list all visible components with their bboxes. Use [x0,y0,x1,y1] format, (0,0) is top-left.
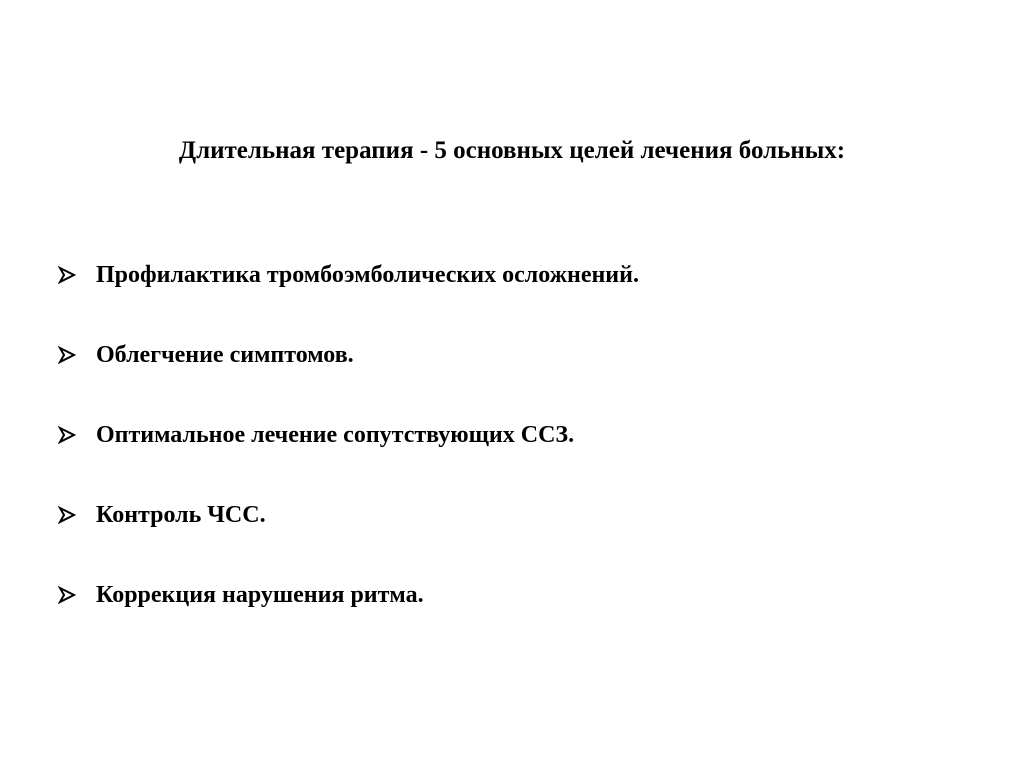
list-item [58,576,639,614]
goal-text: Коррекция нарушения ритма. [96,582,424,608]
goal-text: Облегчение симптомов. [96,342,354,368]
goal-text: Контроль ЧСС. [96,502,266,528]
list-item [58,336,639,374]
goal-text: Профилактика тромбоэмболических осложнений. [96,262,639,288]
goal-list [58,256,639,614]
arrowhead-bullet-icon [58,266,96,284]
arrowhead-bullet-icon [58,346,96,364]
goal-text: Оптимальное лечение сопутствующих ССЗ. [96,422,575,448]
list-item [58,256,639,294]
slide-title: Длительная терапия - 5 основных целей лечения больных: [178,137,846,164]
arrowhead-bullet-icon [58,586,96,604]
arrowhead-bullet-icon [58,506,96,524]
list-item [58,416,639,454]
list-item [58,496,639,534]
arrowhead-bullet-icon [58,426,96,444]
